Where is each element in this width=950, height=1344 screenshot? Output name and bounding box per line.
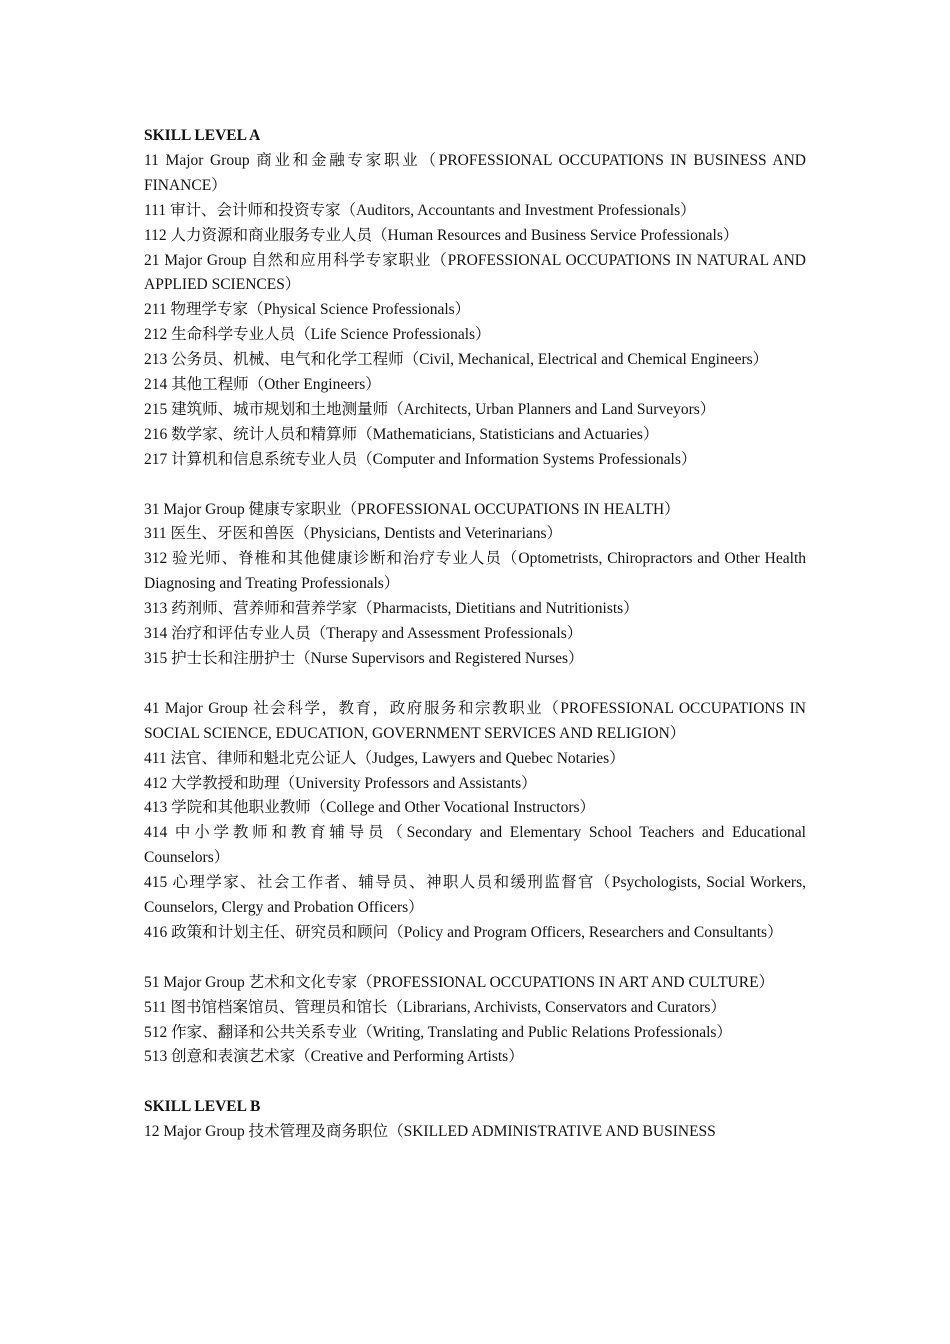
occupation-line: 214 其他工程师（Other Engineers） [144,376,381,394]
blank-line [144,946,806,971]
occupation-line: 512 作家、翻译和公共关系专业（Writing, Translating and Public Relations Professionals） [144,1023,732,1041]
occupation-line: 311 医生、牙医和兽医（Physicians, Dentists and Veterinarians） [144,525,563,543]
occupation-line: 11 Major Group 商业和金融专家职业（PROFESSIONAL OCCUPATIONS IN BUSINESS AND FINANCE） [144,151,806,194]
occupation-line: 12 Major Group 技术管理及商务职位（SKILLED ADMINISTRATIVE AND BUSINESS [144,1123,716,1141]
occupation-line: 416 政策和计划主任、研究员和顾问（Policy and Program Officers, Researchers and Consultants） [144,923,783,941]
occupation-line: 513 创意和表演艺术家（Creative and Performing Artists） [144,1048,524,1066]
blank-line [144,1070,806,1095]
occupation-line: 112 人力资源和商业服务专业人员（Human Resources and Business Service Professionals） [144,226,739,244]
occupation-line: 21 Major Group 自然和应用科学专家职业（PROFESSIONAL OCCUPATIONS IN NATURAL AND APPLIED SCIENCES） [144,251,806,294]
section-heading: SKILL LEVEL B [144,1098,261,1116]
occupation-line: 213 公务员、机械、电气和化学工程师（Civil, Mechanical, Electrical and Chemical Engineers） [144,351,769,369]
document-page [144,124,806,1145]
blank-line [144,672,806,697]
occupation-line: 312 验光师、脊椎和其他健康诊断和治疗专业人员（Optometrists, Chiropractors and Other Health Diagnosing and Treating Professionals） [144,550,806,593]
occupation-line: 212 生命科学专业人员（Life Science Professionals） [144,326,491,344]
occupation-line: 51 Major Group 艺术和文化专家（PROFESSIONAL OCCUPATIONS IN ART AND CULTURE） [144,973,775,991]
occupation-line: 111 审计、会计师和投资专家（Auditors, Accountants and Investment Professionals） [144,201,696,219]
occupation-line: 31 Major Group 健康专家职业（PROFESSIONAL OCCUPATIONS IN HEALTH） [144,500,680,518]
occupation-line: 217 计算机和信息系统专业人员（Computer and Information Systems Professionals） [144,450,697,468]
occupation-line: 412 大学教授和助理（University Professors and Assistants） [144,774,537,792]
occupation-line: 314 治疗和评估专业人员（Therapy and Assessment Professionals） [144,625,583,643]
occupation-line: 411 法官、律师和魁北克公证人（Judges, Lawyers and Quebec Notaries） [144,749,625,767]
occupation-line: 216 数学家、统计人员和精算师（Mathematicians, Statisticians and Actuaries） [144,425,659,443]
occupation-line: 414 中小学教师和教育辅导员（Secondary and Elementary School Teachers and Educational Counselors） [144,824,806,867]
occupation-line: 413 学院和其他职业教师（College and Other Vocational Instructors） [144,799,596,817]
occupation-line: 211 物理学专家（Physical Science Professionals） [144,301,471,319]
occupation-line: 511 图书馆档案馆员、管理员和馆长（Librarians, Archivists, Conservators and Curators） [144,998,726,1016]
occupation-line: 41 Major Group 社会科学，教育，政府服务和宗教职业（PROFESSIONAL OCCUPATIONS IN SOCIAL SCIENCE, EDUCATION, GOVERNMENT SERVICES AND RELIGION） [144,699,806,742]
blank-line [144,473,806,498]
section-heading: SKILL LEVEL A [144,127,261,144]
document-body [144,124,806,1145]
occupation-line: 313 药剂师、营养师和营养学家（Pharmacists, Dietitians and Nutritionists） [144,600,639,618]
occupation-line: 415 心理学家、社会工作者、辅导员、神职人员和缓刑监督官（Psychologists, Social Workers, Counselors, Clergy and Probation Officers） [144,874,806,917]
occupation-line: 315 护士长和注册护士（Nurse Supervisors and Registered Nurses） [144,650,584,668]
occupation-line: 215 建筑师、城市规划和土地测量师（Architects, Urban Planners and Land Surveyors） [144,400,716,418]
